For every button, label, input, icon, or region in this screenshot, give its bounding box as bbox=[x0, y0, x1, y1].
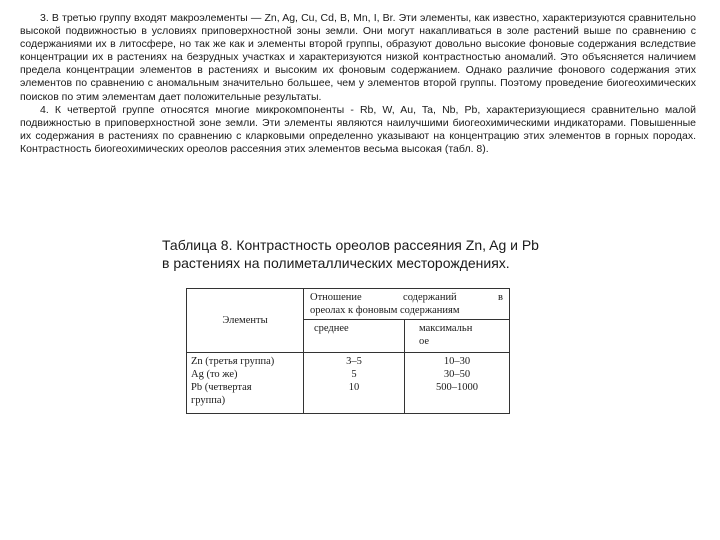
max-values-cell bbox=[405, 353, 510, 414]
paragraph-group-4: 4. К четвертой группе относятся многие микрокомпоненты - Rb, W, Au, Ta, Nb, Pb, характеризующиеся сравнительно малой подвижностью в приповерхностной зоне земли. Эти элементы являются наилучшими биогеохимическими индикаторами. Повышенные их содержания в растениях по сравнению с кларковыми определенно указывают на концентрацию этих элементов в горных породах. Контрастность биогеохимических ореолов рассеяния этих элементов весьма высокая (табл. 8). bbox=[20, 103, 696, 155]
header-maximum-line-1: максимальн bbox=[419, 323, 473, 334]
table-caption bbox=[162, 236, 632, 272]
header-maximum-line-2: ое bbox=[419, 336, 430, 347]
header-ratio bbox=[304, 289, 510, 320]
table-caption-line-2: в растениях на полиметаллических месторождениях. bbox=[162, 255, 510, 271]
table-row bbox=[187, 353, 510, 414]
elements-cell bbox=[187, 353, 304, 414]
element-pb: Pb (четвертая bbox=[191, 382, 252, 393]
element-pb-cont: группа) bbox=[191, 395, 226, 406]
paragraph-group-3: 3. В третью группу входят макроэлементы — Zn, Ag, Cu, Cd, B, Mn, I, Br. Эти элементы, как известно, характеризуются сравнительно высокой подвижностью в условиях приповерхностной зоны земли. Они могут накапливаться в золе растений выше по сравнению с содержаниями их в литосфере, но так же как и элементы второй группы, образуют довольно высокие фоновые содержания вследствие концентрации их в растениях на безрудных участках и характеризуются низкой контрастностью аномалий. Это объясняется наличием предела концентрации элементов в растениях и высоким их фоновым содержанием. Однако различие фонового содержания этих элементов по сравнению с аномальным значительно большее, чем у элементов второй группы. Поэтому проведение биогеохимических поисков по этим элементам дает положительные результаты. bbox=[20, 12, 696, 103]
header-ratio-line-1: Отношение содержаний в bbox=[310, 292, 503, 303]
header-average: среднее bbox=[304, 320, 405, 353]
header-ratio-line-2: ореолах к фоновым содержаниям bbox=[310, 305, 460, 316]
max-zn: 10–30 bbox=[443, 356, 471, 367]
average-zn: 3–5 bbox=[346, 356, 362, 367]
header-elements: Элементы bbox=[187, 289, 304, 353]
average-pb: 10 bbox=[348, 382, 360, 393]
contrast-table bbox=[186, 288, 510, 414]
element-zn: Zn (третья группа) bbox=[191, 356, 275, 367]
max-ag: 30–50 bbox=[443, 369, 471, 380]
average-ag: 5 bbox=[351, 369, 357, 380]
header-maximum bbox=[405, 320, 510, 353]
table-header-row bbox=[187, 289, 510, 320]
max-pb: 500–1000 bbox=[436, 382, 478, 393]
element-ag: Ag (то же) bbox=[191, 369, 238, 380]
body-text bbox=[20, 12, 696, 156]
table-caption-line-1: Таблица 8. Контрастность ореолов рассеяния Zn, Ag и Pb bbox=[162, 237, 539, 253]
average-values-cell bbox=[304, 353, 405, 414]
